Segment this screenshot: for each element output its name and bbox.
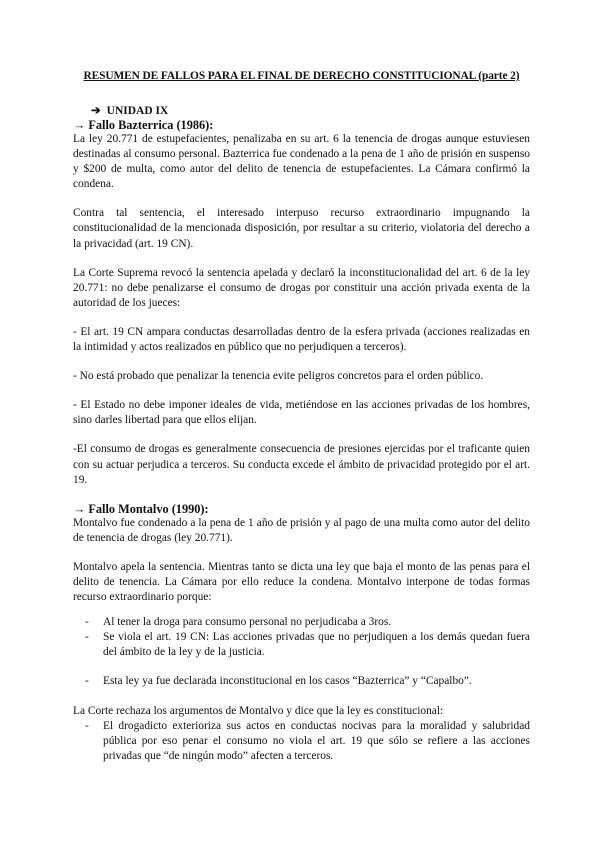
montalvo-paragraph-2: Montalvo apela la sentencia. Mientras tanto se dicta una ley que baja el monto de las penas para el delito de tenencia. La Cámara por ello reduce la condena. Montalvo interpone de todas formas recurso extraordinario porque:: [73, 560, 530, 604]
montalvo-paragraph-1: Montalvo fue condenado a la pena de 1 año de prisión y al pago de una multa como autor del delito de tenencia de drogas (ley 20.771).: [73, 516, 530, 544]
list-item: - Se viola el art. 19 CN: Las acciones privadas que no perjudiquen a los demás quedan fuera del ámbito de la ley y de la justicia.: [73, 630, 530, 660]
montalvo-court-ruling: La Corte rechaza los argumentos de Montalvo y dice que la ley es constitucional:: [73, 704, 444, 717]
bazterrica-paragraph-2: Contra tal sentencia, el interesado interpuso recurso extraordinario impugnando la constitucionalidad de la mencionada disposición, por resultar a su criterio, violatoria del derecho a la privacidad (art. 19 CN).: [73, 207, 530, 250]
list-item: - Al tener la droga para consumo personal no perjudicaba a 3ros.: [73, 615, 530, 630]
montalvo-reasons-list: [73, 615, 530, 689]
list-item: - El drogadicto exterioriza sus actos en conductas nocivas para la moralidad y salubridad pública por eso penar el consumo no viola el art. 19 que sólo se refiere a las acciones privadas que “de ningún modo” afecten a terceros.: [73, 719, 530, 764]
unit-label: UNIDAD IX: [106, 105, 169, 117]
bazterrica-point-3: - El Estado no debe imponer ideales de vida, metiéndose en las acciones privadas de los hombres, sino darles libertad para que ellos elijan.: [73, 399, 530, 427]
list-item: - Esta ley ya fue declarada inconstitucional en los casos “Bazterrica” y “Capalbo”.: [73, 674, 530, 689]
bazterrica-point-1: - El art. 19 CN ampara conductas desarrolladas dentro de la esfera privada (acciones realizadas en la intimidad y actos realizados en público que no perjudiquen a terceros).: [73, 325, 530, 354]
bazterrica-heading: → Fallo Bazterrica (1986):: [73, 118, 214, 132]
montalvo-heading: → Fallo Montalvo (1990):: [73, 501, 209, 516]
document-page: [73, 70, 530, 764]
document-title: RESUMEN DE FALLOS PARA EL FINAL DE DERECHO CONSTITUCIONAL (parte 2): [83, 70, 520, 82]
montalvo-court-points: [73, 719, 530, 764]
bazterrica-paragraph-3: La Corte Suprema revocó la sentencia apelada y declaró la inconstitucionalidad del art. 6 de la ley 20.771: no debe penalizarse el consumo de drogas por constituir una acción privada exenta de la autoridad de los jueces:: [73, 266, 530, 309]
bazterrica-point-4: -El consumo de drogas es generalmente consecuencia de presiones ejercidas por el traficante quien con su actuar perjudica a terceros. Su conducta excede el ámbito de privacidad protegido por el art. 19.: [73, 443, 530, 486]
arrow-right-icon: ➔: [91, 105, 101, 117]
unit-heading: [91, 105, 530, 118]
bazterrica-paragraph-1: La ley 20.771 de estupefacientes, penalizaba en su art. 6 la tenencia de drogas aunque estuviesen destinadas al consumo personal. Bazterrica fue condenado a la pena de 1 año de prisión en suspenso y $200 de multa, como autor del delito de tenencia de estupefacientes. La Cámara confirmó la condena.: [73, 133, 530, 191]
bazterrica-point-2: - No está probado que penalizar la tenencia evite peligros concretos para el orden público.: [73, 370, 484, 383]
